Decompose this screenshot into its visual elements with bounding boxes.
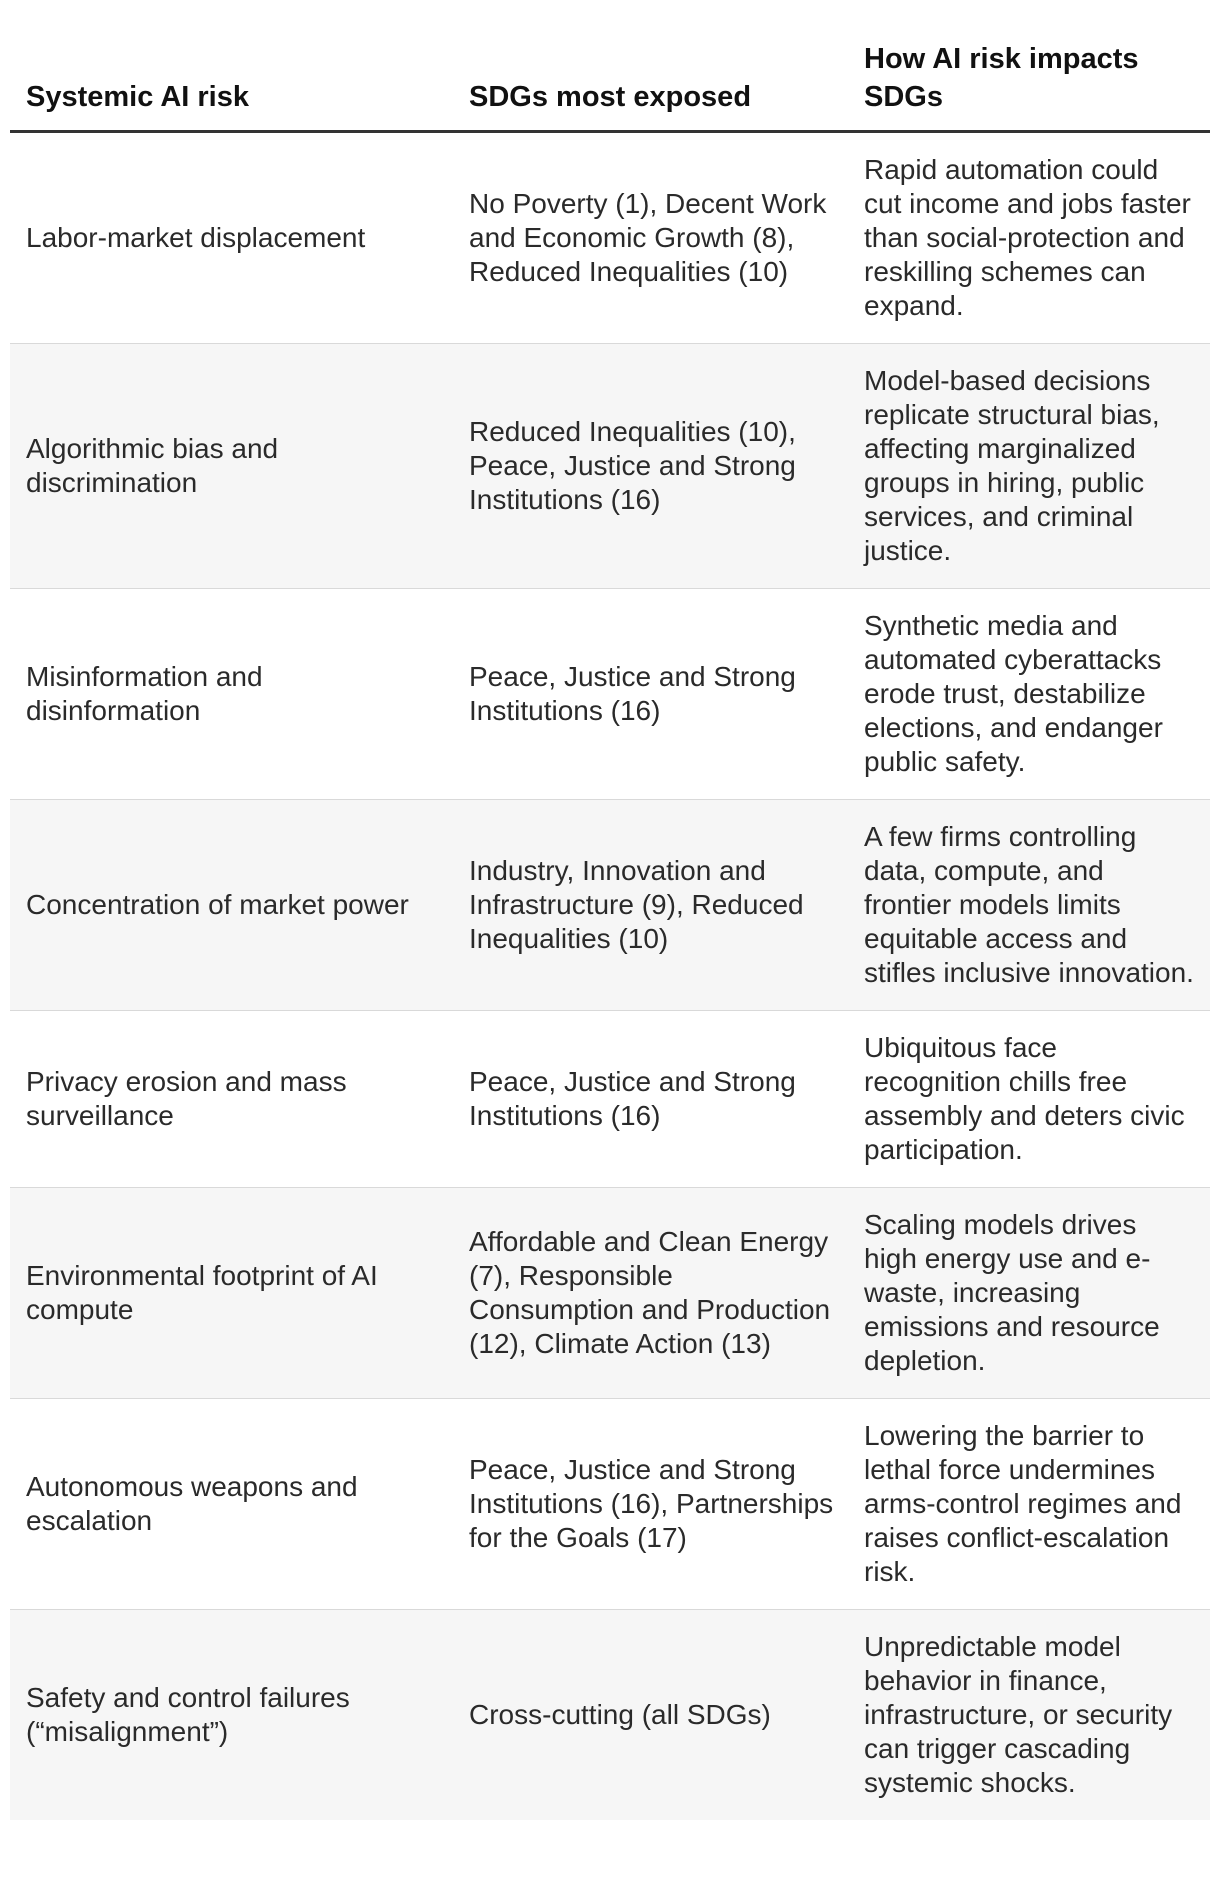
risk-cell: Environmental footprint of AI compute: [10, 1188, 453, 1399]
sdgs-cell: No Poverty (1), Decent Work and Economic Growth (8), Reduced Inequalities (10): [453, 132, 848, 344]
risk-cell: Misinformation and disinformation: [10, 589, 453, 800]
impact-cell: Ubiquitous face recognition chills free assembly and deters civic participation.: [848, 1011, 1210, 1188]
sdgs-cell: Industry, Innovation and Infrastructure (9), Reduced Inequalities (10): [453, 800, 848, 1011]
table-row: [10, 1188, 1210, 1399]
table-row: [10, 589, 1210, 800]
impact-cell: Scaling models drives high energy use and e-waste, increasing emissions and resource depletion.: [848, 1188, 1210, 1399]
table-row: [10, 800, 1210, 1011]
risk-cell: Safety and control failures (“misalignment”): [10, 1610, 453, 1821]
risk-sdg-table: [10, 40, 1210, 1820]
impact-cell: Lowering the barrier to lethal force undermines arms-control regimes and raises conflict-escalation risk.: [848, 1399, 1210, 1610]
header-systemic-ai-risk: Systemic AI risk: [10, 40, 453, 132]
risk-cell: Labor-market displacement: [10, 132, 453, 344]
impact-cell: A few firms controlling data, compute, and frontier models limits equitable access and stifles inclusive innovation.: [848, 800, 1210, 1011]
table-row: [10, 1011, 1210, 1188]
sdgs-cell: Affordable and Clean Energy (7), Responsible Consumption and Production (12), Climate Action (13): [453, 1188, 848, 1399]
risk-cell: Algorithmic bias and discrimination: [10, 344, 453, 589]
sdgs-cell: Peace, Justice and Strong Institutions (16): [453, 589, 848, 800]
table-row: [10, 1399, 1210, 1610]
header-how-ai-risk-impacts-sdgs: How AI risk impacts SDGs: [848, 40, 1210, 132]
impact-cell: Unpredictable model behavior in finance, infrastructure, or security can trigger cascading systemic shocks.: [848, 1610, 1210, 1821]
table-row: [10, 1610, 1210, 1821]
sdgs-cell: Peace, Justice and Strong Institutions (16), Partnerships for the Goals (17): [453, 1399, 848, 1610]
table-row: [10, 344, 1210, 589]
risk-cell: Autonomous weapons and escalation: [10, 1399, 453, 1610]
table-row: [10, 132, 1210, 344]
impact-cell: Rapid automation could cut income and jobs faster than social-protection and reskilling schemes can expand.: [848, 132, 1210, 344]
table-body: [10, 132, 1210, 1821]
sdgs-cell: Cross-cutting (all SDGs): [453, 1610, 848, 1821]
header-sdgs-most-exposed: SDGs most exposed: [453, 40, 848, 132]
sdgs-cell: Reduced Inequalities (10), Peace, Justice and Strong Institutions (16): [453, 344, 848, 589]
sdgs-cell: Peace, Justice and Strong Institutions (16): [453, 1011, 848, 1188]
impact-cell: Synthetic media and automated cyberattacks erode trust, destabilize elections, and endanger public safety.: [848, 589, 1210, 800]
impact-cell: Model-based decisions replicate structural bias, affecting marginalized groups in hiring, public services, and criminal justice.: [848, 344, 1210, 589]
risk-cell: Privacy erosion and mass surveillance: [10, 1011, 453, 1188]
table-header: [10, 40, 1210, 132]
header-row: [10, 40, 1210, 132]
risk-cell: Concentration of market power: [10, 800, 453, 1011]
